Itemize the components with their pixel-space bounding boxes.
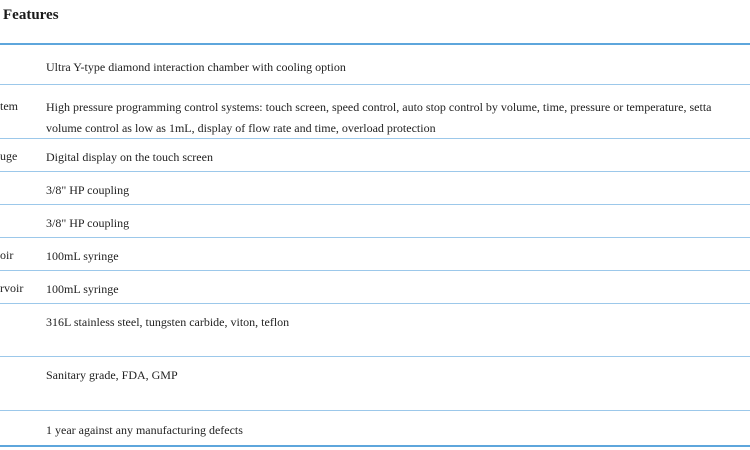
row-value: 100mL syringe	[46, 282, 119, 296]
table-row	[0, 85, 750, 139]
features-table	[0, 43, 750, 447]
row-value: 3/8" HP coupling	[46, 216, 130, 230]
row-value: Ultra Y-type diamond interaction chamber with cooling option	[46, 60, 346, 74]
table-row	[0, 238, 750, 271]
table-row	[0, 139, 750, 172]
row-label: rvoir	[0, 281, 24, 295]
table-row	[0, 172, 750, 205]
row-value: 3/8" HP coupling	[46, 183, 130, 197]
table-row	[0, 411, 750, 445]
row-label: oir	[0, 248, 14, 262]
row-value: 100mL syringe	[46, 249, 119, 263]
row-label: tem	[0, 99, 18, 113]
table-row	[0, 271, 750, 304]
row-value: Sanitary grade, FDA, GMP	[46, 368, 178, 382]
section-title: Features	[3, 7, 59, 23]
table-row	[0, 205, 750, 238]
table-row	[0, 304, 750, 357]
row-label: uge	[0, 149, 18, 163]
table-row	[0, 357, 750, 411]
row-value: High pressure programming control systems: touch screen, speed control, auto stop control by volume, time, pressure or temperature, setta volume control as low as 1mL, display of flow rate and time, overload protection	[46, 100, 712, 135]
table-row	[0, 45, 750, 85]
row-value: 1 year against any manufacturing defects	[46, 423, 243, 437]
row-value: 316L stainless steel, tungsten carbide, viton, teflon	[46, 315, 290, 329]
row-value: Digital display on the touch screen	[46, 150, 213, 164]
